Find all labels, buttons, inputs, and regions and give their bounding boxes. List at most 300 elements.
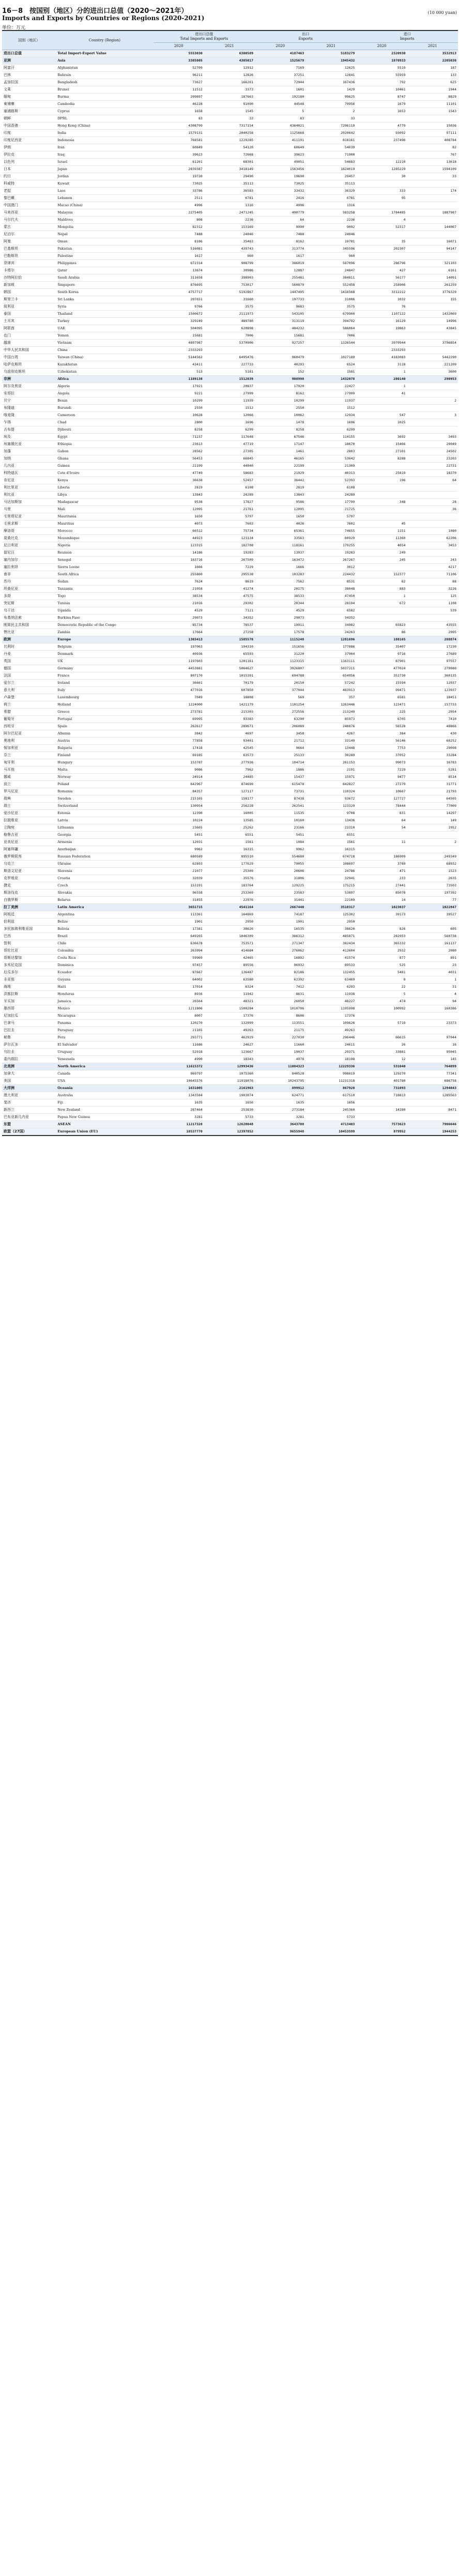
value-total-2020: 64002 [154,976,204,984]
country-name-zh: 毛里塔尼亚 [2,513,56,520]
value-exports-2021: 1416568 [305,289,356,296]
value-imports-2021: 97044 [407,1034,458,1041]
country-name-zh: 坦桑尼亚 [2,586,56,593]
value-exports-2020: 23583 [255,890,305,897]
value-imports-2021: 64505 [407,795,458,803]
country-name-zh: 加拿大 [2,1070,56,1078]
country-name-en: Romania [56,788,153,795]
table-row [2,296,458,303]
country-name-en: Dominica [56,962,153,969]
header-country-en: Country (Region) [56,30,153,50]
value-total-2021: 11918076 [204,1078,255,1085]
value-exports-2020: 1010706 [255,1005,305,1013]
value-exports-2021: 345596 [305,246,356,253]
value-exports-2020: 615478 [255,781,305,788]
table-row [2,72,458,79]
table-row [2,853,458,861]
value-exports-2020: 152 [255,369,305,376]
value-exports-2020: 79055 [255,861,305,868]
value-exports-2021: 47450 [305,593,356,600]
country-name-en: Peru [56,1034,153,1041]
value-imports-2021: 31771 [407,781,458,788]
country-name-en: Senegal [56,557,153,564]
value-imports-2020: 258906 [356,282,407,289]
country-name-zh: 捷克 [2,882,56,890]
value-total-2020: 1224000 [154,701,204,709]
value-imports-2021: 36 [407,506,458,513]
country-name-zh: 留尼汪 [2,549,56,557]
country-name-zh: 塞内加尔 [2,557,56,564]
value-imports-2020: 27441 [356,882,407,890]
value-exports-2020: 255481 [255,274,305,282]
table-row [2,513,458,520]
value-imports-2020: 62 [356,578,407,586]
table-row [2,195,458,202]
value-imports-2020: 5 [356,991,407,998]
value-total-2020: 84357 [154,788,204,795]
value-total-2020: 163716 [154,557,204,564]
value-imports-2020: 4779 [356,122,407,130]
country-name-zh: 欧洲 [2,636,56,643]
value-imports-2020: 877 [356,955,407,962]
value-total-2021: 63573 [204,752,255,759]
table-row [2,224,458,231]
value-exports-2020: 1666 [255,564,305,571]
country-name-en: Brazil [56,933,153,940]
value-imports-2021: 1887987 [407,209,458,217]
country-name-en: Chad [56,419,153,426]
value-exports-2021: 6108 [305,484,356,492]
value-imports-2021: 2 [407,839,458,846]
value-exports-2020: 1447495 [255,289,305,296]
table-row [2,383,458,390]
value-exports-2020 [255,347,305,354]
value-total-2020: 5144562 [154,354,204,361]
value-imports-2020: 249 [356,549,407,557]
value-imports-2020: 65823 [356,622,407,629]
value-exports-2020: 60649 [255,144,305,151]
value-total-2021: 177629 [204,861,255,868]
value-total-2021: 2111973 [204,311,255,318]
value-imports-2021: 18370 [407,470,458,477]
table-title-chinese: 16－8 按国别（地区）分的进出口总值（2020～2021年） [2,7,188,15]
country-name-en: Italy [56,687,153,694]
value-exports-2020: 12095 [255,506,305,513]
value-total-2021: 2236 [204,217,255,224]
value-imports-2020: 87901 [356,658,407,665]
value-imports-2021: 5442290 [407,354,458,361]
value-total-2020: 209897 [154,94,204,101]
value-total-2020: 3385805 [154,57,204,65]
country-name-en: Mexico [56,1005,153,1013]
value-exports-2020: 13843 [255,492,305,499]
country-name-zh: 美国 [2,1078,56,1085]
value-imports-2021: 33284 [407,752,458,759]
value-exports-2021: 1432078 [305,376,356,383]
country-name-en: Burundi [56,405,153,412]
country-name-zh: 科威特 [2,180,56,188]
value-imports-2021: 157733 [407,701,458,709]
table-row [2,347,458,354]
value-exports-2020: 4026 [255,520,305,528]
value-exports-2020: 1886 [255,766,305,774]
value-exports-2021: 382434 [305,940,356,947]
value-total-2020: 768581 [154,137,204,144]
value-total-2020: 10537770 [154,1128,204,1136]
value-imports-2021: 160386 [407,1005,458,1013]
header-exports-zh: 出口 [302,32,310,36]
table-row [2,311,458,318]
value-imports-2021: 1594109 [407,166,458,173]
value-imports-2021: 18451 [407,694,458,701]
value-exports-2021: 12641 [305,72,356,79]
value-imports-2020: 672 [356,600,407,607]
value-exports-2020: 1650 [255,513,305,520]
value-exports-2020: 2667440 [255,904,305,911]
value-imports-2021: 3776329 [407,289,458,296]
value-imports-2020: 384 [356,730,407,738]
value-imports-2020: 7573623 [356,1121,407,1128]
value-exports-2021: 110324 [305,788,356,795]
value-exports-2020: 23166 [255,824,305,832]
country-name-en: Lithuania [56,824,153,832]
value-imports-2021: 28 [407,499,458,506]
header-total-2021: 2021 [204,43,255,50]
value-total-2020: 649265 [154,933,204,940]
value-imports-2021: 71106 [407,571,458,578]
country-name-zh: 牙买加 [2,998,56,1005]
value-exports-2020: 8258 [255,426,305,434]
country-name-zh: 加蓬 [2,448,56,455]
value-imports-2021 [407,832,458,839]
value-exports-2021: 1027189 [305,354,356,361]
value-imports-2021: 149 [407,817,458,824]
country-name-en: Ireland [56,680,153,687]
value-total-2020: 1211806 [154,1005,204,1013]
value-imports-2020 [356,918,407,926]
value-imports-2021 [407,513,458,520]
value-total-2020: 11217328 [154,1121,204,1128]
value-exports-2021: 99625 [305,94,356,101]
table-row [2,318,458,325]
table-row [2,397,458,405]
value-exports-2020: 8606 [255,1013,305,1020]
value-total-2020: 21016 [154,600,204,607]
value-total-2021: 27999 [204,390,255,397]
value-exports-2020: 3643708 [255,1121,305,1128]
value-total-2020: 29073 [154,615,204,622]
table-row [2,803,458,810]
country-name-en: Costa Rica [56,955,153,962]
value-imports-2020 [356,1027,407,1034]
country-name-zh: 罗马尼亚 [2,788,56,795]
table-row [2,781,458,788]
country-name-zh: 欧盟（27国） [2,1128,56,1136]
value-imports-2020: 547 [356,412,407,419]
value-exports-2020: 39623 [255,151,305,159]
table-row [2,788,458,795]
value-imports-2020: 280140 [356,376,407,383]
value-imports-2020 [356,253,407,260]
value-imports-2020: 9716 [356,651,407,658]
value-exports-2021: 3575 [305,303,356,311]
country-name-en: Haiti [56,984,153,991]
country-name-zh: 乌兹别克斯坦 [2,369,56,376]
value-imports-2020: 129270 [356,1070,407,1078]
country-name-en: Brunei [56,86,153,94]
value-imports-2021: 144067 [407,224,458,231]
value-exports-2020: 74187 [255,911,305,918]
value-total-2020: 77858 [154,738,204,745]
value-imports-2021: 1952 [407,824,458,832]
country-name-en: North America [56,1063,153,1070]
value-total-2020: 28562 [154,448,204,455]
value-total-2021: 215303 [204,709,255,716]
table-row [2,745,458,752]
value-imports-2021: 13618 [407,159,458,166]
value-total-2021: 16315 [204,846,255,853]
value-imports-2021 [407,405,458,412]
value-exports-2021: 8531 [305,578,356,586]
value-total-2021: 2950 [204,918,255,926]
value-imports-2020: 1107122 [356,311,407,318]
value-imports-2021: 197392 [407,890,458,897]
value-exports-2021: 38620 [305,926,356,933]
country-name-en: Asia [56,57,153,65]
table-row [2,303,458,311]
value-imports-2020: 1032 [356,296,407,303]
value-imports-2021: 249349 [407,853,458,861]
table-row [2,629,458,636]
table-row [2,795,458,803]
value-imports-2020: 56528 [356,723,407,730]
country-name-en: Czech [56,882,153,890]
country-name-zh: 以色列 [2,159,56,166]
value-exports-2021: 998019 [305,1070,356,1078]
header-imports-2021: 2021 [407,43,458,50]
table-row [2,1114,458,1121]
value-imports-2020: 16129 [356,318,407,325]
value-imports-2020: 245 [356,557,407,564]
value-imports-2020: 2320930 [356,50,407,57]
table-row [2,723,458,730]
value-exports-2021: 179255 [305,542,356,549]
country-name-zh: 文莱 [2,86,56,94]
value-imports-2021: 62206 [407,535,458,542]
value-exports-2020: 197733 [255,296,305,303]
country-name-en: El Salvador [56,1041,153,1049]
table-row [2,1070,458,1078]
value-imports-2020: 9477 [356,774,407,781]
value-exports-2020: 96932 [255,962,305,969]
country-name-zh: 埃塞俄比亚 [2,441,56,448]
value-exports-2021: 16315 [305,846,356,853]
table-row [2,832,458,839]
country-name-en: Bahrain [56,72,153,79]
country-name-zh: 丹麦 [2,651,56,658]
value-imports-2020: 54 [356,824,407,832]
country-name-en: Argentina [56,911,153,918]
table-row [2,65,458,72]
value-total-2020: 96211 [154,72,204,79]
value-exports-2020: 82186 [255,969,305,976]
value-total-2020: 36638 [154,477,204,484]
value-imports-2020: 2333293 [356,347,407,354]
table-row [2,680,458,687]
country-name-zh: 斯里兰卡 [2,296,56,303]
country-name-zh: 克罗地亚 [2,875,56,882]
table-row [2,463,458,470]
value-total-2020: 4529 [154,607,204,615]
value-exports-2020: 624771 [255,1092,305,1099]
value-exports-2020: 1601 [255,86,305,94]
table-row [2,405,458,412]
value-total-2020: 4073 [154,520,204,528]
country-name-en: Maldives [56,217,153,224]
country-name-en: Africa [56,376,153,383]
value-total-2020: 215165 [154,795,204,803]
table-row [2,1128,458,1136]
table-row [2,354,458,361]
table-row [2,759,458,766]
value-total-2021: 42465 [204,955,255,962]
value-exports-2021: 6299 [305,426,356,434]
table-row [2,1005,458,1013]
table-row [2,1020,458,1027]
value-imports-2021: 43845 [407,325,458,332]
table-row [2,231,458,238]
value-imports-2020: 7753 [356,745,407,752]
value-total-2020: 8007 [154,1013,204,1020]
value-exports-2021: 53642 [305,455,356,463]
country-name-zh: 非洲 [2,376,56,383]
value-total-2021: 12912 [204,65,255,72]
table-row [2,940,458,947]
value-exports-2020: 104714 [255,759,305,766]
value-exports-2021: 13436 [305,817,356,824]
value-exports-2021: 19781 [305,238,356,246]
country-name-zh: 巴基斯坦 [2,246,56,253]
value-total-2021: 72668 [204,151,255,159]
value-exports-2021: 24847 [305,267,356,274]
table-row [2,282,458,289]
country-name-zh: 加纳 [2,455,56,463]
table-row [2,716,458,723]
value-imports-2020: 33881 [356,1049,407,1056]
value-imports-2021: 408784 [407,137,458,144]
value-imports-2021: 155 [407,296,458,303]
value-total-2020: 808 [154,217,204,224]
value-imports-2020 [356,202,407,209]
country-name-en: Macao (China) [56,202,153,209]
value-exports-2020: 1563456 [255,166,305,173]
value-total-2021: 78537 [204,622,255,629]
value-imports-2020: 477024 [356,665,407,672]
value-total-2020: 14186 [154,549,204,557]
value-total-2020: 513 [154,369,204,376]
value-total-2021: 4541164 [204,904,255,911]
value-exports-2020: 8631 [255,991,305,998]
value-exports-2020: 31806 [255,875,305,882]
value-imports-2020: 78444 [356,803,407,810]
value-total-2020: 31455 [154,897,204,904]
value-total-2021: 183764 [204,882,255,890]
value-exports-2021: 38048 [305,586,356,593]
table-row [2,1107,458,1114]
value-imports-2020: 1 [356,369,407,376]
value-exports-2021: 29371 [305,1049,356,1056]
value-imports-2021: 33 [407,173,458,180]
value-total-2021: 7603 [204,520,255,528]
value-exports-2020: 927257 [255,340,305,347]
table-row [2,564,458,571]
value-total-2020: 9766 [154,303,204,311]
value-total-2020: 9221 [154,390,204,397]
table-row [2,694,458,701]
country-name-zh: 哈萨克斯坦 [2,361,56,369]
trade-table [2,30,458,1138]
value-exports-2021: 40313 [305,470,356,477]
value-imports-2020: 879952 [356,1128,407,1136]
unit-label-chinese: 单位：万元 [2,25,26,30]
table-row [2,542,458,549]
value-imports-2021: 288874 [407,636,458,643]
country-name-zh: 意大利 [2,687,56,694]
value-imports-2020 [356,332,407,340]
value-exports-2020: 37251 [255,72,305,79]
country-name-en: Armenia [56,839,153,846]
value-imports-2020: 792 [356,79,407,86]
value-total-2021: 16005 [204,810,255,817]
country-name-en: France [56,672,153,680]
value-imports-2021: 64 [407,477,458,484]
value-imports-2021: 2995 [407,629,458,636]
value-exports-2021: 867920 [305,1085,356,1092]
value-exports-2020: 1084 [255,839,305,846]
value-imports-2020 [356,426,407,434]
value-total-2021: 1585570 [204,636,255,643]
value-exports-2021: 34352 [305,615,356,622]
value-imports-2021: 321103 [407,260,458,267]
table-row [2,108,458,115]
value-imports-2020: 8288 [356,455,407,463]
value-imports-2020: 1025 [356,419,407,426]
value-exports-2020: 10299 [255,397,305,405]
country-name-en: Kenya [56,477,153,484]
country-name-en: Latin America [56,904,153,911]
value-imports-2020: 352730 [356,672,407,680]
value-imports-2021: 1022847 [407,904,458,911]
value-exports-2021: 22427 [305,383,356,390]
country-name-en: Algeria [56,383,153,390]
value-total-2020: 36661 [154,680,204,687]
table-row [2,933,458,940]
value-total-2020: 8936 [154,991,204,998]
value-imports-2021: 88 [407,578,458,586]
country-name-zh: 中华人民共和国 [2,347,56,354]
value-imports-2021: 764099 [407,1063,458,1070]
value-imports-2020: 427 [356,267,407,274]
value-imports-2020: 2932 [356,947,407,955]
value-exports-2020: 20150 [255,680,305,687]
value-imports-2021: 2205030 [407,57,458,65]
value-imports-2020: 883 [356,586,407,593]
country-name-zh: 缅甸 [2,94,56,101]
table-row [2,455,458,463]
header-imports [356,30,458,43]
value-exports-2020: 1635 [255,1099,305,1107]
table-row [2,607,458,615]
